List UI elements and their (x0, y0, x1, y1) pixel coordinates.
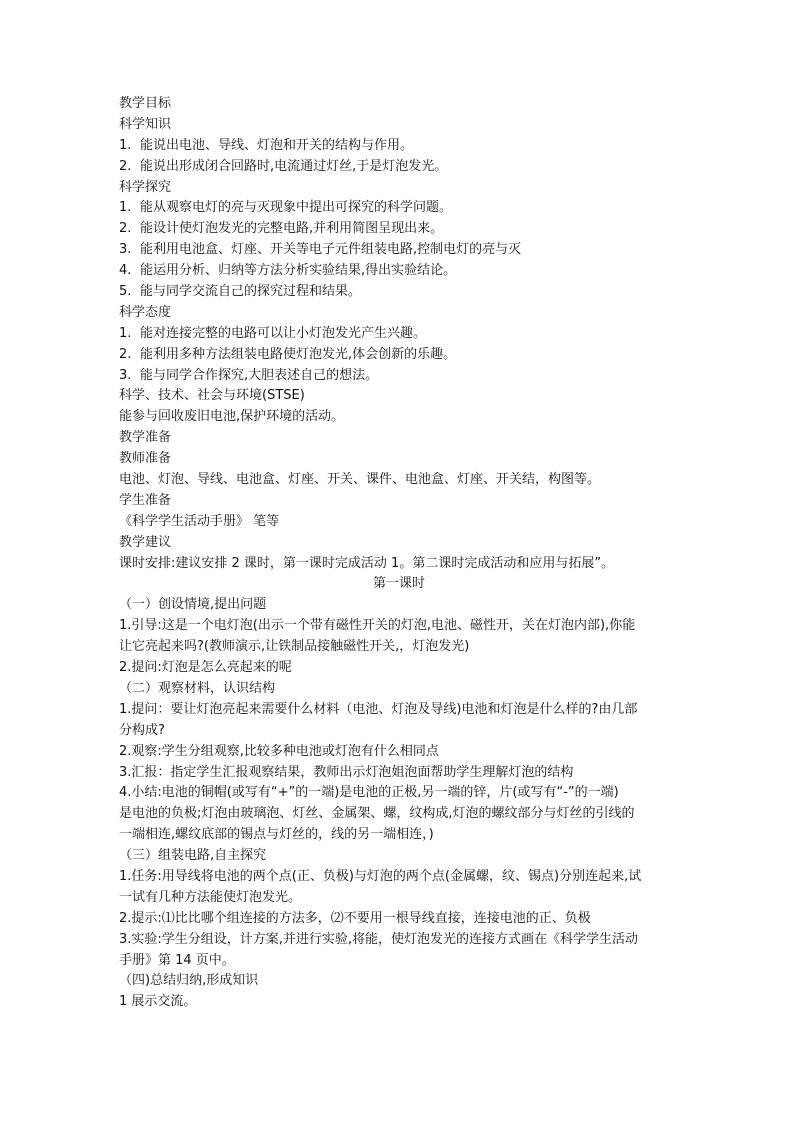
paragraph-line: 分构成? (119, 722, 165, 738)
subheading-science-inquiry: 科学探究 (119, 179, 172, 195)
paragraph-line: 4.小结:电池的铜帽(或写有“+”的一端)是电池的正极,另一端的锌，片(或写有“-”的一端) (119, 785, 619, 801)
list-item (119, 219, 679, 240)
paragraph-line: 3.汇报：指定学生汇报观察结果，教师出示灯泡姐泡面帮助学生理解灯泡的结构 (119, 764, 574, 780)
list-item (119, 198, 679, 219)
list-text: 能运用分析、归纳等方法分析实验结果,得出实验结论。 (140, 263, 457, 279)
list-text: 能与同学交流自己的探究过程和结果。 (140, 284, 362, 300)
list-number: 1. (119, 200, 132, 216)
paragraph: 电池、灯泡、导线、电池盒、灯座、开关、课件、电池盒、灯座、开关结，构图等。 (119, 472, 601, 488)
paragraph-line: 一端相连,螺纹底部的锡点与灯丝的，线的另一端相连，) (119, 827, 434, 843)
list-text: 能说出电池、导线、灯泡和开关的结构与作用。 (140, 137, 414, 153)
paragraph-line: 1.引导:这是一个电灯泡(出示一个带有磁性开关的灯泡,电池、磁性开，关在灯泡内部),你能 (119, 618, 636, 634)
list-text: 能对连接完整的电路可以让小灯泡发光产生兴趣。 (140, 325, 427, 341)
subheading-science-knowledge: 科学知识 (119, 116, 172, 132)
list-number: 2. (119, 221, 132, 237)
subheading-science-attitude: 科学态度 (119, 304, 172, 320)
paragraph-line: 手册》第 14 页中。 (119, 952, 235, 968)
document-body (119, 94, 679, 1013)
list-text: 能与同学合作探究,大胆表述自己的想法。 (140, 367, 379, 383)
list-number: 2. (119, 158, 132, 174)
paragraph-line: 让它亮起来吗?(教师演示,让铁制品接触磁性开关,，灯泡发光) (119, 639, 470, 655)
list-number: 4. (119, 263, 132, 279)
paragraph-line: 2.提问:灯泡是怎么亮起来的呢 (119, 660, 292, 676)
list-item (119, 345, 679, 366)
part-heading: （四)总结归纳,形成知识 (119, 973, 259, 989)
part-heading: （二）观察材料，认识结构 (119, 680, 276, 696)
list-item (119, 136, 679, 157)
list-item (119, 324, 679, 345)
section-title: 教学目标 (119, 96, 172, 111)
paragraph-line: 1.任务:用导线将电池的两个点(正、负极)与灯泡的两个点(金属螺，纹、锡点)分别连起来,试 (119, 868, 642, 884)
subheading-student-prep: 学生准备 (119, 492, 172, 508)
list-number: 3. (119, 242, 132, 258)
list-number: 5. (119, 284, 132, 300)
paragraph-line: 一试有几种方法能使灯泡发光。 (119, 889, 302, 905)
list-text: 能利用多种方法组装电路使灯泡发光,体会创新的乐趣。 (140, 346, 457, 362)
part-heading: （三）组装电路,自主探究 (119, 848, 267, 864)
list-number: 1. (119, 137, 132, 153)
subheading-stse: 科学、技术、社会与环境(STSE) (119, 388, 305, 404)
subheading-preparation: 教学准备 (119, 430, 172, 446)
subheading-advice: 教学建议 (119, 534, 172, 550)
list-item (119, 240, 679, 261)
paragraph-line: 是电池的负极;灯泡由玻璃泡、灯丝、金属架、螺，纹构成,灯泡的螺纹部分与灯丝的引线的 (119, 806, 635, 822)
list-text: 能说出形成闭合回路时,电流通过灯丝,于是灯泡发光。 (140, 158, 448, 174)
paragraph-line: 2.观察:学生分组观察,比较多种电池或灯泡有什么相同点 (119, 743, 439, 759)
list-text: 能利用电池盒、灯座、开关等电子元件组装电路,控制电灯的亮与灭 (140, 242, 522, 258)
list-item (119, 261, 679, 282)
paragraph: 《科学学生活动手册》 笔等 (119, 513, 280, 529)
paragraph: 能参与回收废旧电池,保护环境的活动。 (119, 409, 345, 425)
paragraph-line: 1.提问：要让灯泡亮起来需要什么材料（电池、灯泡及导线)电池和灯泡是什么样的?由几部 (119, 701, 638, 717)
paragraph-line: 2.提示:⑴比比哪个组连接的方法多，⑵不要用一根导线直接，连接电池的正、负极 (119, 910, 591, 926)
paragraph-line: 3.实验:学生分组设，计方案,并进行实验,将能，使灯泡发光的连接方式画在《科学学生活动 (119, 931, 639, 947)
list-item (119, 366, 679, 387)
part-heading: （一）创设情境,提出问题 (119, 597, 267, 613)
paragraph: 课时安排:建议安排 2 课时，第一课时完成活动 1。第二课时完成活动和应用与拓展”。 (119, 555, 615, 571)
list-number: 1. (119, 325, 132, 341)
list-text: 能从观察电灯的亮与灭现象中提出可探究的科学问题。 (140, 200, 453, 216)
list-item (119, 282, 679, 303)
subheading-teacher-prep: 教师准备 (119, 451, 172, 467)
paragraph-line: 1 展示交流。 (119, 994, 197, 1010)
lesson-title: 第一课时 (372, 576, 425, 592)
list-item (119, 157, 679, 178)
list-text: 能设计使灯泡发光的完整电路,并利用简图呈现出来。 (140, 221, 444, 237)
list-number: 2. (119, 346, 132, 362)
list-number: 3. (119, 367, 132, 383)
